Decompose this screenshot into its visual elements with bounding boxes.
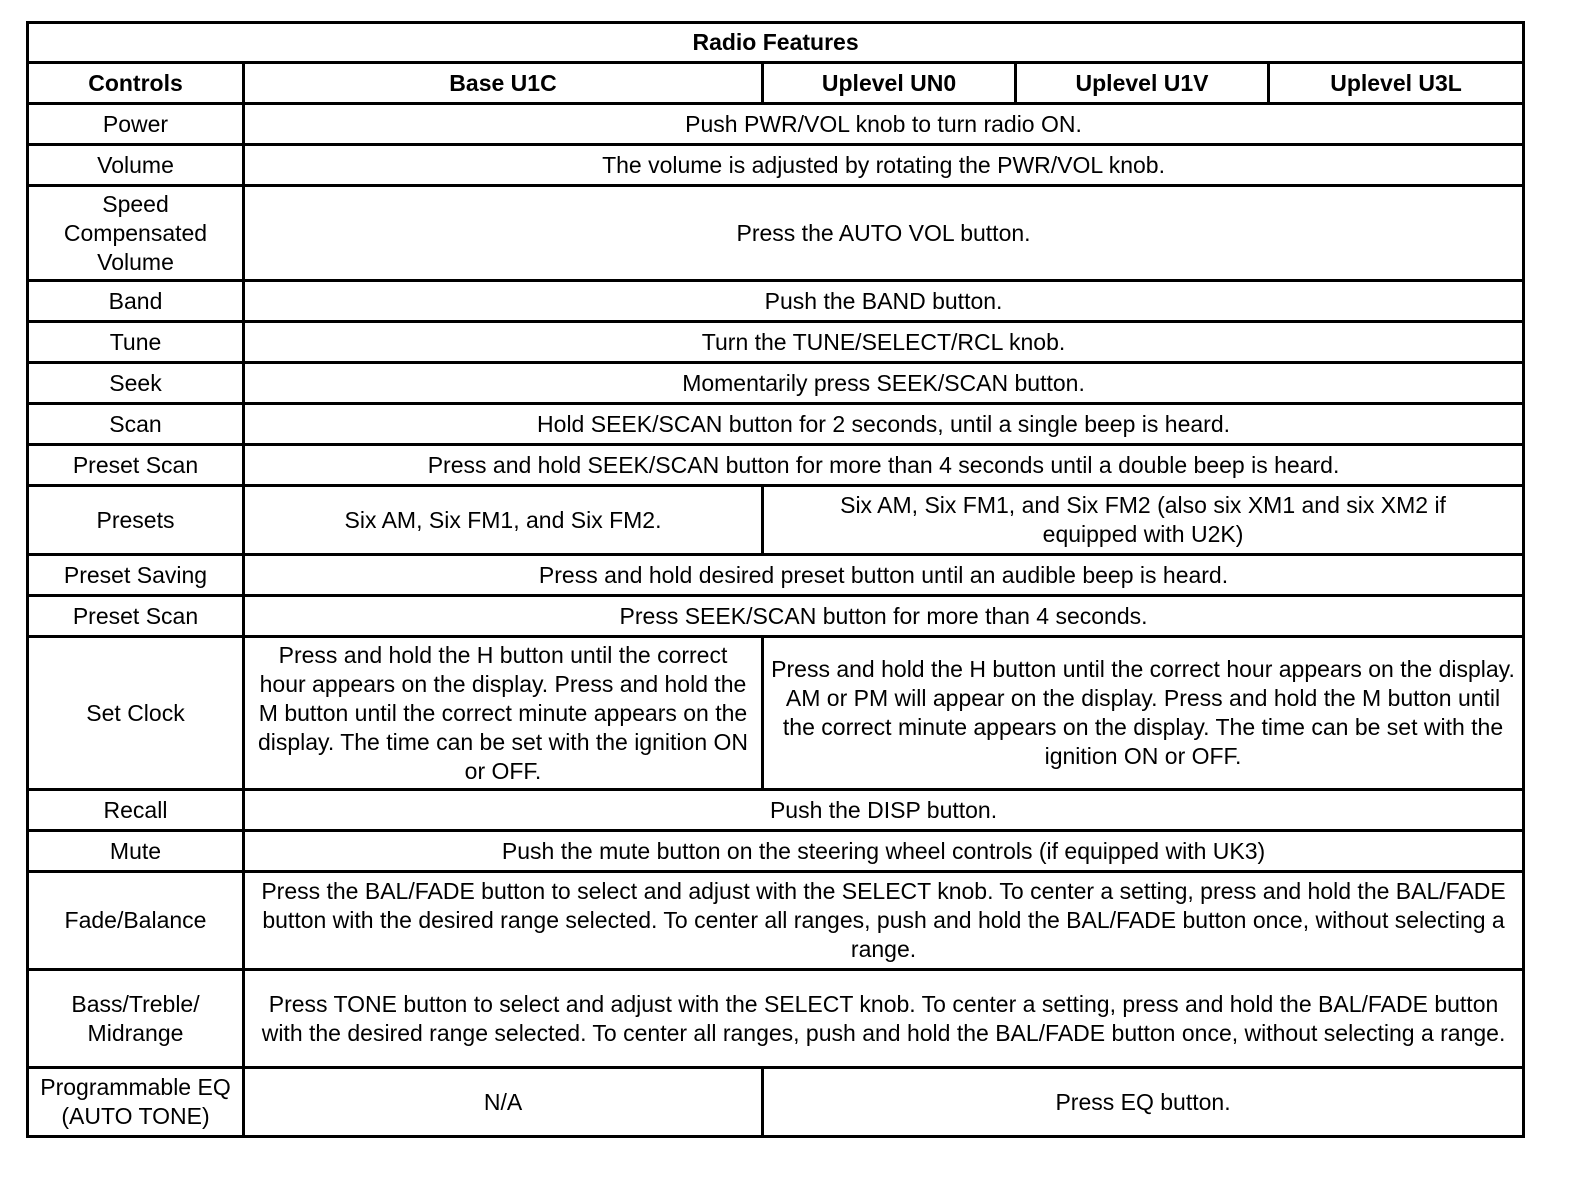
- table-row: [28, 596, 1524, 637]
- table-row: [28, 104, 1524, 145]
- row-control-label: Preset Saving: [28, 555, 244, 596]
- row-description: Press SEEK/SCAN button for more than 4 seconds.: [244, 596, 1524, 637]
- row-description: Push PWR/VOL knob to turn radio ON.: [244, 104, 1524, 145]
- row-uplevel-description: Press EQ button.: [763, 1068, 1524, 1137]
- row-description: The volume is adjusted by rotating the PWR/VOL knob.: [244, 145, 1524, 186]
- row-control-label: Bass/Treble/ Midrange: [28, 970, 244, 1068]
- row-control-label: Volume: [28, 145, 244, 186]
- table-title: Radio Features: [28, 23, 1524, 63]
- row-description: Push the mute button on the steering wheel controls (if equipped with UK3): [244, 831, 1524, 872]
- table-row: [28, 404, 1524, 445]
- table-row: [28, 145, 1524, 186]
- radio-features-table: [26, 21, 1525, 1138]
- row-base-description: Press and hold the H button until the correct hour appears on the display. Press and hold the M button until the correct minute appears on the display. The time can be set with the ignition ON or OFF.: [244, 637, 763, 790]
- row-control-label: Mute: [28, 831, 244, 872]
- table-row: [28, 555, 1524, 596]
- table-row: [28, 831, 1524, 872]
- row-uplevel-description: Six AM, Six FM1, and Six FM2 (also six XM1 and six XM2 if equipped with U2K): [763, 486, 1524, 555]
- row-control-label: Tune: [28, 322, 244, 363]
- header-uplevel-u3l: Uplevel U3L: [1269, 63, 1524, 104]
- row-base-description: N/A: [244, 1068, 763, 1137]
- table-row: [28, 970, 1524, 1068]
- header-controls: Controls: [28, 63, 244, 104]
- table-row: [28, 637, 1524, 790]
- row-description: Press TONE button to select and adjust with the SELECT knob. To center a setting, press and hold the BAL/FADE button with the desired range selected. To center all ranges, push and hold the BAL/FADE button once, without selecting a range.: [244, 970, 1524, 1068]
- table-row: [28, 186, 1524, 281]
- row-control-label: Preset Scan: [28, 445, 244, 486]
- row-description: Push the BAND button.: [244, 281, 1524, 322]
- table-row: [28, 322, 1524, 363]
- row-description: Press the AUTO VOL button.: [244, 186, 1524, 281]
- header-uplevel-un0: Uplevel UN0: [763, 63, 1016, 104]
- row-control-label: Scan: [28, 404, 244, 445]
- table-row: [28, 872, 1524, 970]
- header-uplevel-u1v: Uplevel U1V: [1016, 63, 1269, 104]
- table-title-row: [28, 23, 1524, 63]
- row-description: Press the BAL/FADE button to select and adjust with the SELECT knob. To center a setting, press and hold the BAL/FADE button with the desired range selected. To center all ranges, push and hold the BAL/FADE button once, without selecting a range.: [244, 872, 1524, 970]
- row-uplevel-description: Press and hold the H button until the correct hour appears on the display. AM or PM will appear on the display. Press and hold the M button until the correct minute appears on the display. The time can be set with the ignition ON or OFF.: [763, 637, 1524, 790]
- header-base-u1c: Base U1C: [244, 63, 763, 104]
- row-control-label: Presets: [28, 486, 244, 555]
- row-control-label: Recall: [28, 790, 244, 831]
- table-header-row: [28, 63, 1524, 104]
- row-control-label: Speed Compensated Volume: [28, 186, 244, 281]
- row-control-label: Band: [28, 281, 244, 322]
- row-description: Push the DISP button.: [244, 790, 1524, 831]
- table-row: [28, 445, 1524, 486]
- row-control-label: Fade/Balance: [28, 872, 244, 970]
- row-base-description: Six AM, Six FM1, and Six FM2.: [244, 486, 763, 555]
- row-description: Press and hold desired preset button until an audible beep is heard.: [244, 555, 1524, 596]
- row-control-label: Power: [28, 104, 244, 145]
- row-description: Momentarily press SEEK/SCAN button.: [244, 363, 1524, 404]
- row-description: Press and hold SEEK/SCAN button for more than 4 seconds until a double beep is heard.: [244, 445, 1524, 486]
- table-row: [28, 486, 1524, 555]
- row-description: Hold SEEK/SCAN button for 2 seconds, until a single beep is heard.: [244, 404, 1524, 445]
- row-control-label: Preset Scan: [28, 596, 244, 637]
- table-row: [28, 1068, 1524, 1137]
- row-description: Turn the TUNE/SELECT/RCL knob.: [244, 322, 1524, 363]
- table-row: [28, 790, 1524, 831]
- row-control-label: Set Clock: [28, 637, 244, 790]
- table-row: [28, 281, 1524, 322]
- table-row: [28, 363, 1524, 404]
- row-control-label: Programmable EQ (AUTO TONE): [28, 1068, 244, 1137]
- row-control-label: Seek: [28, 363, 244, 404]
